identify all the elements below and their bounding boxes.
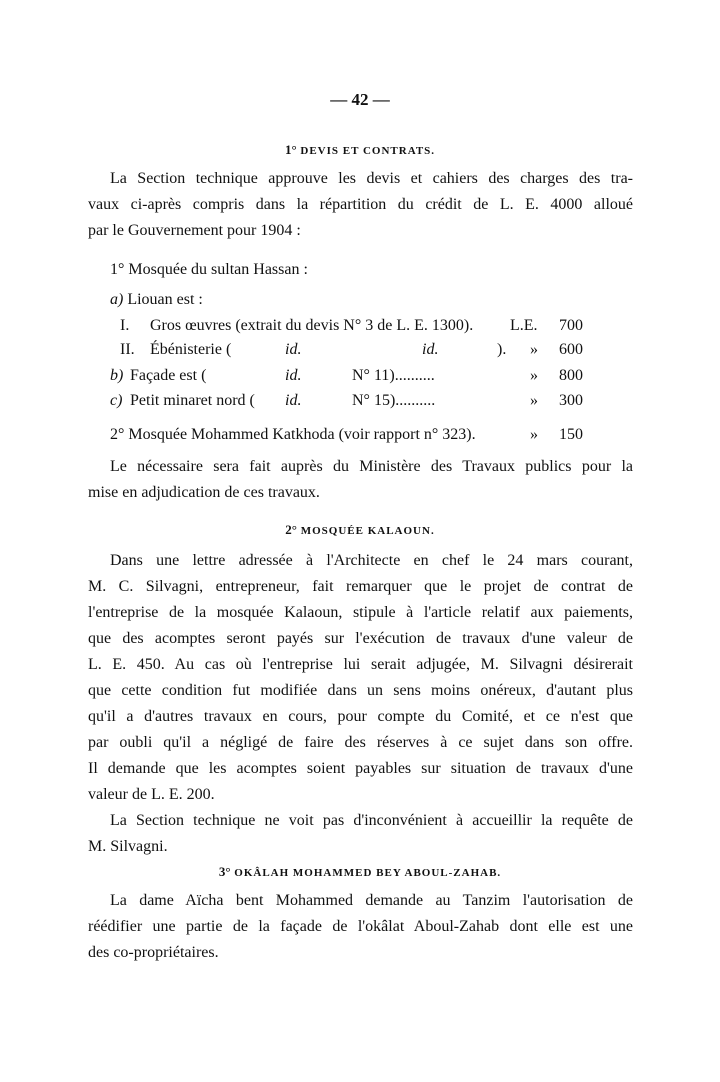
row-b-ref: N° 11).......... xyxy=(352,367,435,384)
text-line: qu'il a d'autres travaux en cours, pour compte du Comité, et ce n'est que xyxy=(88,708,633,725)
row-II-ditto-mark: » xyxy=(530,341,538,358)
row-II-close: ). xyxy=(497,341,507,358)
section-2-paragraph-2 xyxy=(88,808,633,860)
row-b-amount: 800 xyxy=(559,367,583,384)
row-b-idem: id. xyxy=(285,367,302,384)
text-line: M. Silvagni. xyxy=(88,838,168,855)
row-c-idem: id. xyxy=(285,392,302,409)
item-2-text: 2° Mosquée Mohammed Katkhoda (voir rapport n° 323). xyxy=(110,426,476,443)
row-II-number: II. xyxy=(120,341,135,358)
row-c-text: Petit minaret nord ( xyxy=(130,392,255,409)
section-3-number: 3° xyxy=(218,864,231,879)
section-1-intro xyxy=(88,166,633,244)
text-line: l'entreprise de la mosquée Kalaoun, stipule à l'article relatif aux paiements, xyxy=(88,604,633,621)
section-2-title: MOSQUÉE KALAOUN. xyxy=(300,525,435,537)
section-1-heading xyxy=(0,142,720,158)
text-line: par oubli qu'il a négligé de faire des réserves à ce sujet dans son offre. xyxy=(88,734,633,751)
row-b-ditto-mark: » xyxy=(530,367,538,384)
section-2-number: 2° xyxy=(285,522,297,537)
text-line: valeur de L. E. 200. xyxy=(88,786,215,803)
text-line: que cette condition fut modifiée dans un sens moins onéreux, d'autant plus xyxy=(88,682,633,699)
text-line: M. C. Silvagni, entrepreneur, fait remarquer que le projet de contrat de xyxy=(88,578,633,595)
row-II-idem-2: id. xyxy=(422,341,439,358)
text-line: vaux ci-après compris dans la répartition du crédit de L. E. 4000 alloué xyxy=(88,196,633,213)
row-II-text: Ébénisterie ( xyxy=(150,341,232,358)
section-3-title: OKÂLAH MOHAMMED BEY ABOUL-ZAHAB. xyxy=(234,867,502,879)
row-c-ref: N° 15).......... xyxy=(352,392,436,409)
text-line: réédifier une partie de la façade de l'okâlat Aboul-Zahab dont elle est une xyxy=(88,918,633,935)
row-c-amount: 300 xyxy=(559,392,583,409)
section-3-paragraph-1 xyxy=(88,888,633,966)
text-line: L. E. 450. Au cas où l'entreprise lui serait adjugée, M. Silvagni désirerait xyxy=(88,656,633,673)
item-a-label: a) xyxy=(110,291,124,308)
row-II-idem-1: id. xyxy=(285,341,302,358)
section-1-number: 1° xyxy=(284,142,297,157)
row-I-currency: L.E. xyxy=(510,317,538,334)
item-a xyxy=(110,288,203,312)
item-2-amount: 150 xyxy=(559,426,583,443)
page-number: — 42 — xyxy=(330,90,390,109)
item-2-ditto-mark: » xyxy=(530,426,538,443)
text-line: Dans une lettre adressée à l'Architecte en chef le 24 mars courant, xyxy=(110,552,633,569)
text-line: que des acomptes seront payés sur l'exécution de travaux d'une valeur de xyxy=(88,630,633,647)
row-I-text: Gros œuvres (extrait du devis N° 3 de L. E. 1300). xyxy=(150,317,474,334)
text-line: Il demande que les acomptes soient payables sur situation de travaux d'une xyxy=(88,760,633,777)
text-line: mise en adjudication de ces travaux. xyxy=(88,484,320,501)
item-1-heading: 1° Mosquée du sultan Hassan : xyxy=(110,261,308,278)
text-line: La Section technique approuve les devis et cahiers des charges des tra- xyxy=(110,170,633,187)
row-b-text: Façade est ( xyxy=(130,367,207,384)
section-2-paragraph-1 xyxy=(88,548,633,808)
row-I-number: I. xyxy=(120,317,130,334)
text-line: par le Gouvernement pour 1904 : xyxy=(88,222,301,239)
section-1-closing xyxy=(88,454,633,506)
section-3-heading xyxy=(0,864,720,880)
row-c-label: c) xyxy=(110,392,123,409)
text-line: La Section technique ne voit pas d'inconvénient à accueillir la requête de xyxy=(110,812,633,829)
item-a-text: Liouan est : xyxy=(127,291,203,308)
section-1-title: DEVIS ET CONTRATS. xyxy=(300,145,436,157)
section-2-heading xyxy=(0,522,720,538)
row-II-amount: 600 xyxy=(559,341,583,358)
row-c-ditto-mark: » xyxy=(530,392,538,409)
text-line: des co-propriétaires. xyxy=(88,944,219,961)
row-I-amount: 700 xyxy=(559,317,583,334)
text-line: Le nécessaire sera fait auprès du Ministère des Travaux publics pour la xyxy=(110,458,633,475)
text-line: La dame Aïcha bent Mohammed demande au Tanzim l'autorisation de xyxy=(110,892,633,909)
row-b-label: b) xyxy=(110,367,124,384)
